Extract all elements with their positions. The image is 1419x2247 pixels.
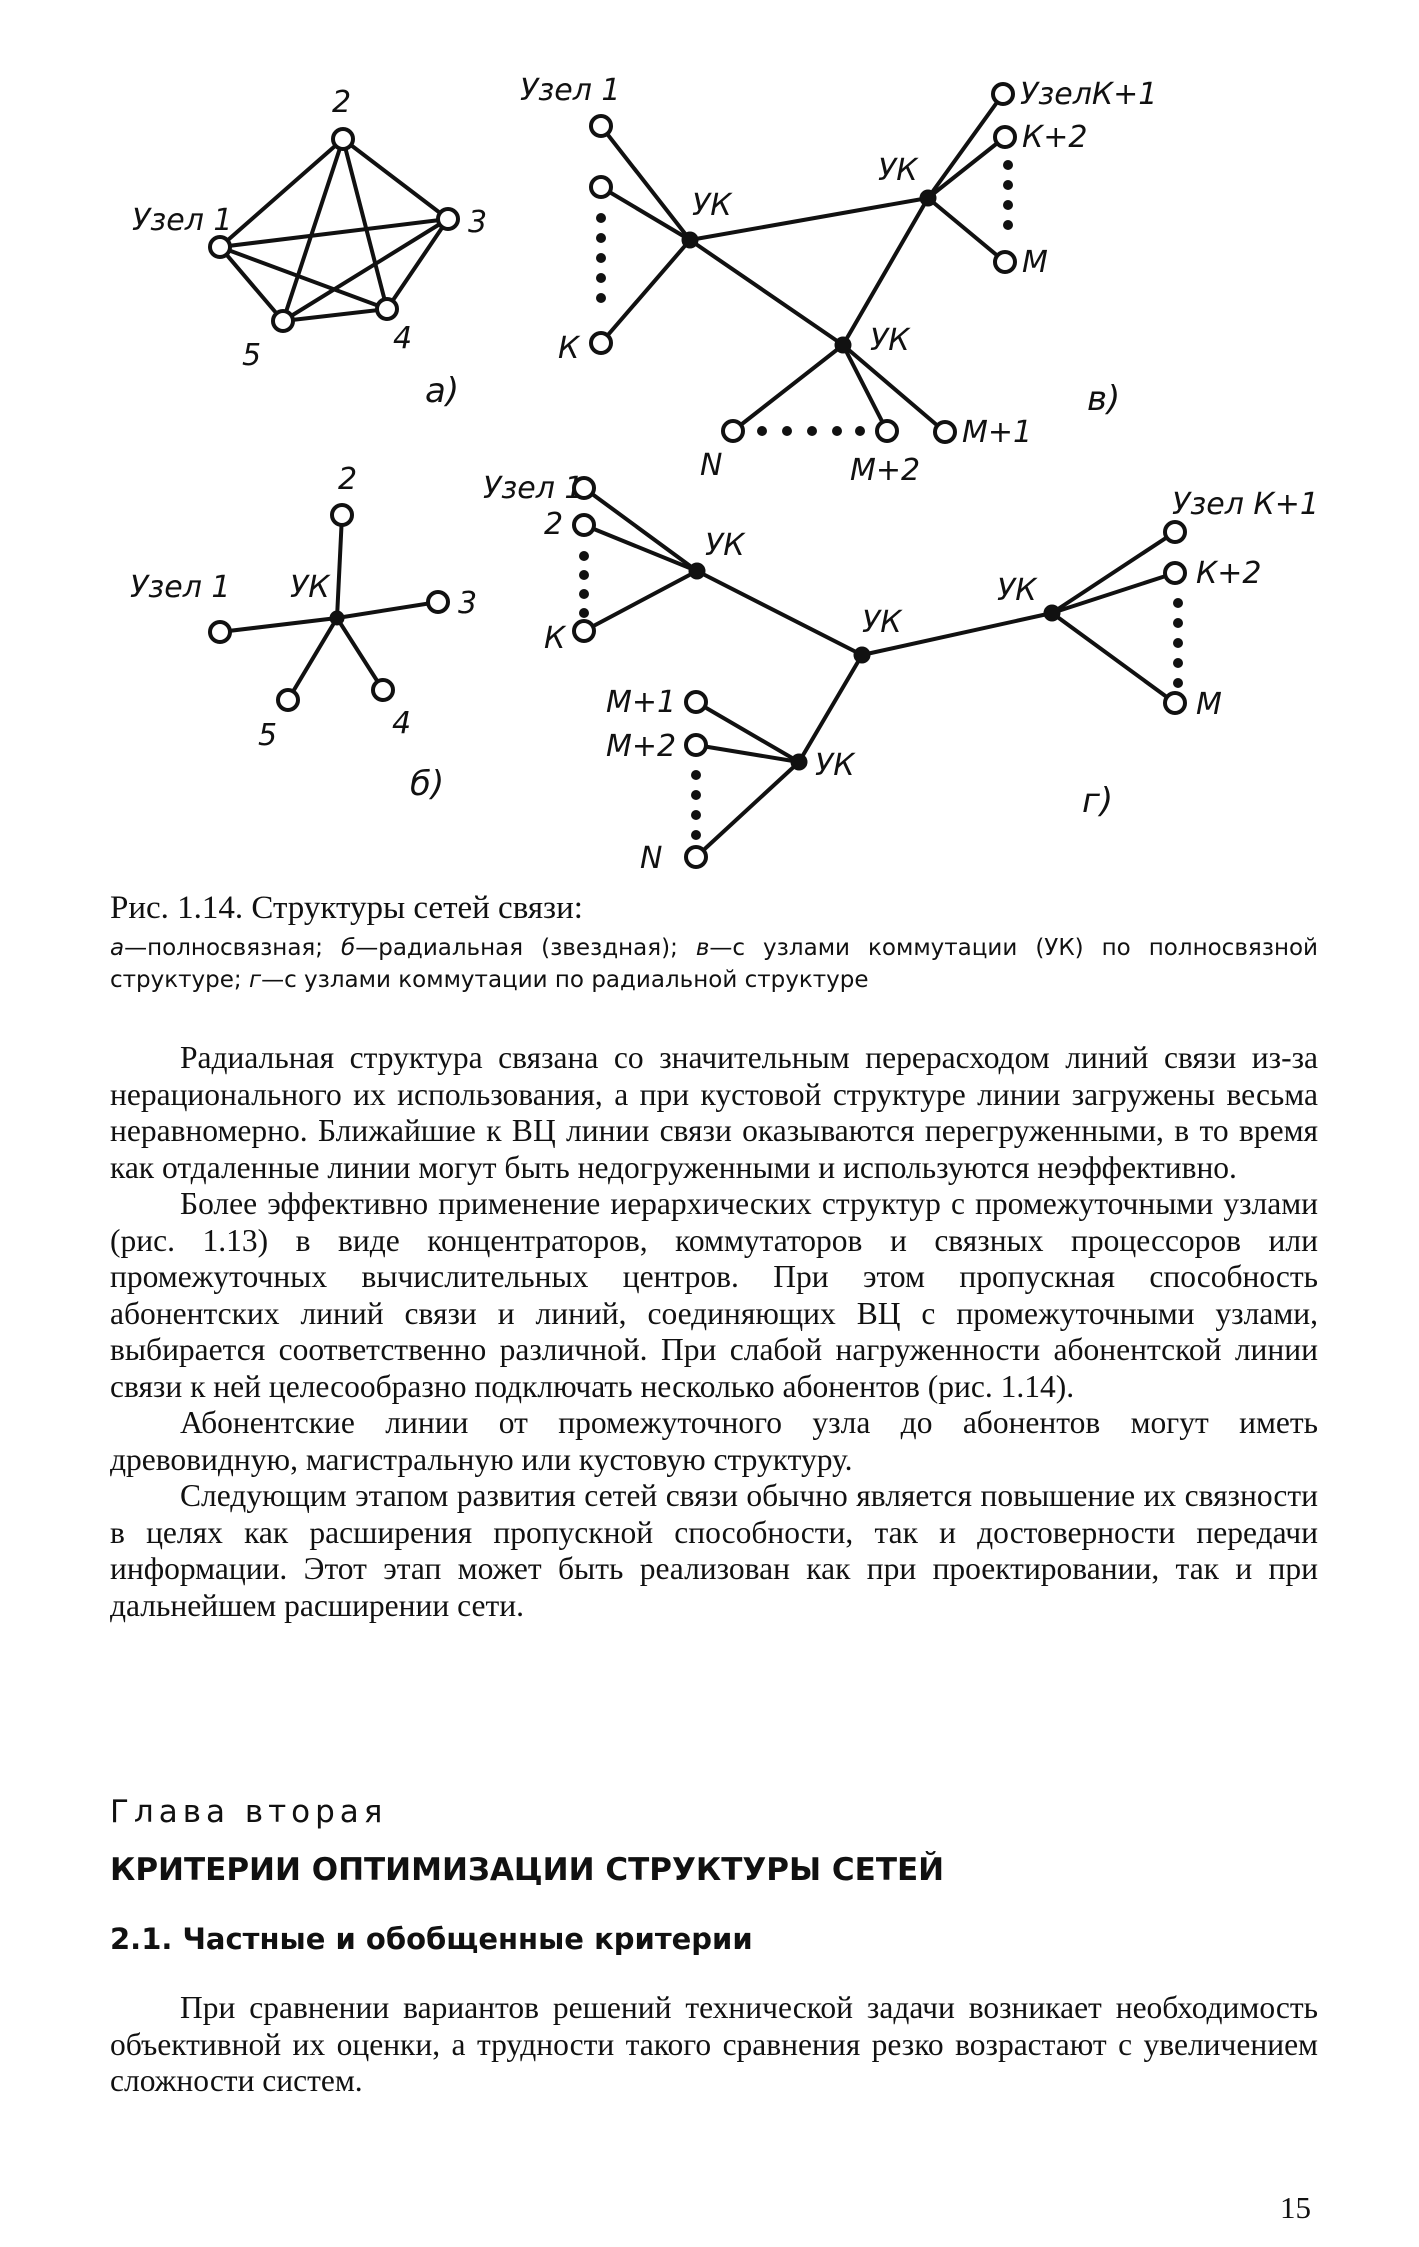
diagram-a-node-2 [333,129,353,149]
diagram-v-switched-mesh [520,73,1157,488]
diagram-g-label-m: М [1196,687,1222,722]
diagram-g-label-node-1: Узел 1 [483,471,584,506]
diagram-a-node-5 [273,311,293,331]
caption-item-v: —с узлами коммутации (УК) по полносвязной структуре; [110,935,1319,993]
diagram-g-switched-radial [483,471,1319,876]
diagram-v-node-m1 [935,422,955,442]
caption-item-b: —радиальная (звездная); [355,935,696,961]
caption-item-g: —с узлами коммутации по радиальной структуре [261,967,869,993]
diagram-g-node-m2 [686,735,706,755]
diagram-g-hub-3-label: УК [815,748,855,783]
diagram-b-node-2 [332,505,352,525]
diagram-v-label-m1: М+1 [962,415,1033,450]
figure-caption [110,888,1318,996]
diagram-g-node-k [574,621,594,641]
diagram-v-label-m2: М+2 [850,453,921,488]
diagram-g-hub-1-label: УК [705,528,745,563]
diagram-a-label-node-5: 5 [242,338,262,373]
diagram-g-label-k2: К+2 [1196,556,1262,591]
diagram-g-node-m1 [686,692,706,712]
diagram-b-label-node-4: 4 [392,706,412,741]
diagram-b-node-1 [210,622,230,642]
body-text [110,1040,1318,1624]
diagram-g-label-node-2: 2 [544,507,564,542]
diagram-b-node-4 [373,680,393,700]
diagram-a-fully-connected [132,85,487,411]
diagram-g-label-n: N [640,841,663,876]
diagram-v-label-k: К [558,331,580,366]
paragraph: Абонентские линии от промежуточного узла до абонентов могут иметь древовидную, магистральную или кустовую структуру. [110,1405,1318,1477]
diagram-g-hub-2 [1044,605,1060,621]
diagram-v-hub-3 [835,337,851,353]
paragraph: Следующим этапом развития сетей связи обычно является повышение их связности в целях как расширения пропускной способности, так и достоверности передачи информации. Этот этап может быть реализован как при проектировании, так и при дальнейшем расширении сети. [110,1478,1318,1623]
paragraph: При сравнении вариантов решений технической задачи возникает необходимость объективной их оценки, а трудности такого сравнения резко возрастают с увеличением сложности систем. [110,1990,1318,2098]
diagram-b-node-3 [428,592,448,612]
diagram-g-node-k1 [1165,522,1185,542]
page-number: 15 [1280,2190,1311,2225]
diagram-a-label-node-1: Узел 1 [132,203,233,238]
diagram-b-label-node-1: Узел 1 [130,570,231,605]
diagram-g-label-k1: Узел К+1 [1172,487,1319,522]
diagram-v-edges [601,94,1005,432]
diagram-b-radial [130,462,477,804]
figure-caption-title: Рис. 1.14. Структуры сетей связи: [110,890,583,926]
diagram-b-node-5 [278,690,298,710]
diagram-v-node-k2 [995,127,1015,147]
caption-key-v: в [695,935,710,961]
chapter-label: Глава вторая [110,1794,388,1830]
paragraph: Более эффективно применение иерархических структур с промежуточными узлами (рис. 1.13) в виде концентраторов, коммутаторов и связных процессоров или промежуточных вычислительных центров. При этом пропускная способность абонентских линий связи и линий, соединяющих ВЦ с промежуточными узлами, выбирается соответственно различной. При слабой нагруженности абонентской линии связи к ней целесообразно подключать несколько абонентов (рис. 1.14). [110,1186,1318,1404]
diagram-v-node-1 [591,116,611,136]
diagram-a-label-node-4: 4 [393,321,413,356]
diagram-b-label-node-5: 5 [258,718,278,753]
diagram-g-hub-center [854,647,870,663]
diagram-g-node-m [1165,693,1185,713]
diagram-g-label-m2: М+2 [606,729,677,764]
diagram-v-node-m2 [877,421,897,441]
diagram-v-label-k1: УзелК+1 [1020,77,1158,112]
diagram-g-panel-label: г) [1082,781,1114,821]
diagram-v-hub-1 [682,232,698,248]
diagram-g-hub-2-label: УК [997,573,1037,608]
diagram-a-panel-label: а) [425,371,460,411]
diagram-a-edges [220,139,448,321]
diagram-v-node-k [591,333,611,353]
diagram-v-label-n: N [700,448,723,483]
diagram-a-label-node-2: 2 [332,85,352,120]
caption-key-a: а [110,935,125,961]
diagram-v-label-m: М [1022,245,1048,280]
diagram-g-node-k2 [1165,563,1185,583]
diagram-b-hub-label: УК [290,570,330,605]
diagram-b-edges [220,515,438,700]
diagram-v-label-k2: К+2 [1022,120,1088,155]
caption-item-a: —полносвязная; [124,935,342,961]
diagram-g-label-m1: М+1 [606,685,677,720]
diagram-v-hub-2-label: УК [878,153,918,188]
caption-key-g: г [248,967,262,993]
diagram-v-hub-3-label: УК [870,323,910,358]
diagram-b-panel-label: б) [410,764,445,804]
paragraph: Радиальная структура связана со значительным перерасходом линий связи из-за нерационального их использования, а при кустовой структуре линии загружены весьма неравномерно. Ближайшие к ВЦ линии связи оказываются перегруженными, в то время как отдаленные линии могут быть недогруженными и используются неэффективно. [110,1040,1318,1185]
diagram-a-node-4 [377,299,397,319]
diagram-a-node-3 [438,209,458,229]
caption-key-b: б [341,935,356,961]
diagram-v-hub-2 [920,190,936,206]
diagram-b-hub [330,611,344,625]
diagram-v-panel-label: в) [1087,379,1121,419]
network-structures-figure [0,0,1419,890]
diagram-g-label-k: К [544,621,566,656]
figure-caption-text [110,932,1318,996]
diagram-g-hub-3 [791,754,807,770]
diagram-v-label-node-1: Узел 1 [520,73,621,108]
diagram-g-node-2 [574,515,594,535]
diagram-v-node-m [995,252,1015,272]
diagram-a-label-node-3: 3 [468,205,488,240]
diagram-b-label-node-2: 2 [338,462,358,497]
diagram-a-node-1 [210,237,230,257]
diagram-g-hub-center-label: УК [862,605,902,640]
section-body-text [110,1990,1318,2100]
diagram-g-hub-1 [689,563,705,579]
diagram-v-node-2 [591,177,611,197]
diagram-g-node-n [686,847,706,867]
diagram-v-hub-1-label: УК [692,188,732,223]
section-title: 2.1. Частные и обобщенные критерии [110,1922,753,1956]
chapter-title: КРИТЕРИИ ОПТИМИЗАЦИИ СТРУКТУРЫ СЕТЕЙ [110,1852,945,1888]
diagram-b-label-node-3: 3 [458,586,478,621]
diagram-v-node-n [723,421,743,441]
diagram-v-node-k1 [993,84,1013,104]
